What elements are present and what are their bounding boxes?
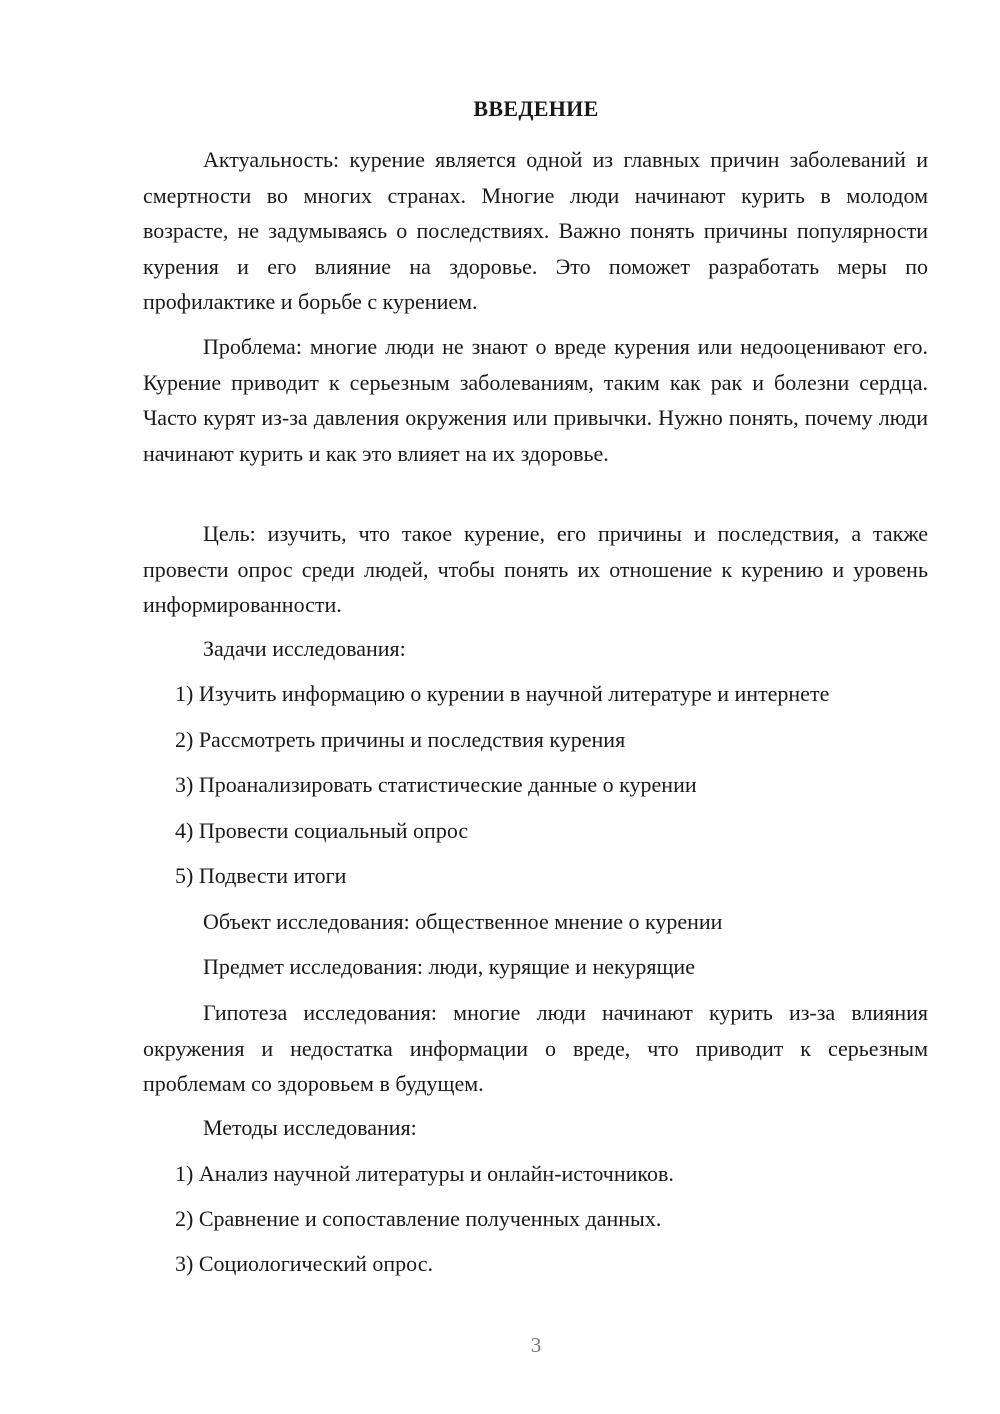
- task-item: 5) Подвести итоги: [175, 863, 347, 888]
- task-item: 4) Провести социальный опрос: [175, 818, 469, 843]
- paragraph-goal: Цель: изучить, что такое курение, его причины и последствия, а также провести опрос среди людей, чтобы понять их отношение к курению и уровень информированности.: [143, 521, 928, 617]
- method-item: 3) Социологический опрос.: [175, 1251, 433, 1276]
- paragraph-relevance: Актуальность: курение является одной из главных причин заболеваний и смертности во многих странах. Многие люди начинают курить в молодом возрасте, не задумываясь о последствиях. Важно понять причины популярности курения и его влияние на здоровье. Это поможет разработать меры по профилактике и борьбе с курением.: [143, 147, 928, 314]
- task-item: 1) Изучить информацию о курении в научной литературе и интернете: [175, 681, 830, 706]
- page-number: 3: [530, 1333, 542, 1357]
- method-item: 1) Анализ научной литературы и онлайн-источников.: [175, 1161, 674, 1186]
- task-item: 2) Рассмотреть причины и последствия курения: [175, 727, 626, 752]
- paragraph-problem: Проблема: многие люди не знают о вреде курения или недооценивают его. Курение приводит к серьезным заболеваниям, таким как рак и болезни сердца. Часто курят из-за давления окружения или привычки. Нужно понять, почему люди начинают курить и как это влияет на их здоровье.: [143, 334, 928, 466]
- research-object: Объект исследования: общественное мнение о курении: [203, 909, 723, 934]
- paragraph-hypothesis: Гипотеза исследования: многие люди начинают курить из-за влияния окружения и недостатка информации о вреде, что приводит к серьезным проблемам со здоровьем в будущем.: [143, 1000, 928, 1096]
- research-subject: Предмет исследования: люди, курящие и некурящие: [203, 954, 695, 979]
- task-item: 3) Проанализировать статистические данные о курении: [175, 772, 697, 797]
- methods-heading: Методы исследования:: [203, 1115, 417, 1140]
- method-item: 2) Сравнение и сопоставление полученных данных.: [175, 1206, 662, 1231]
- page-title: ВВЕДЕНИЕ: [473, 96, 599, 121]
- tasks-heading: Задачи исследования:: [203, 636, 406, 661]
